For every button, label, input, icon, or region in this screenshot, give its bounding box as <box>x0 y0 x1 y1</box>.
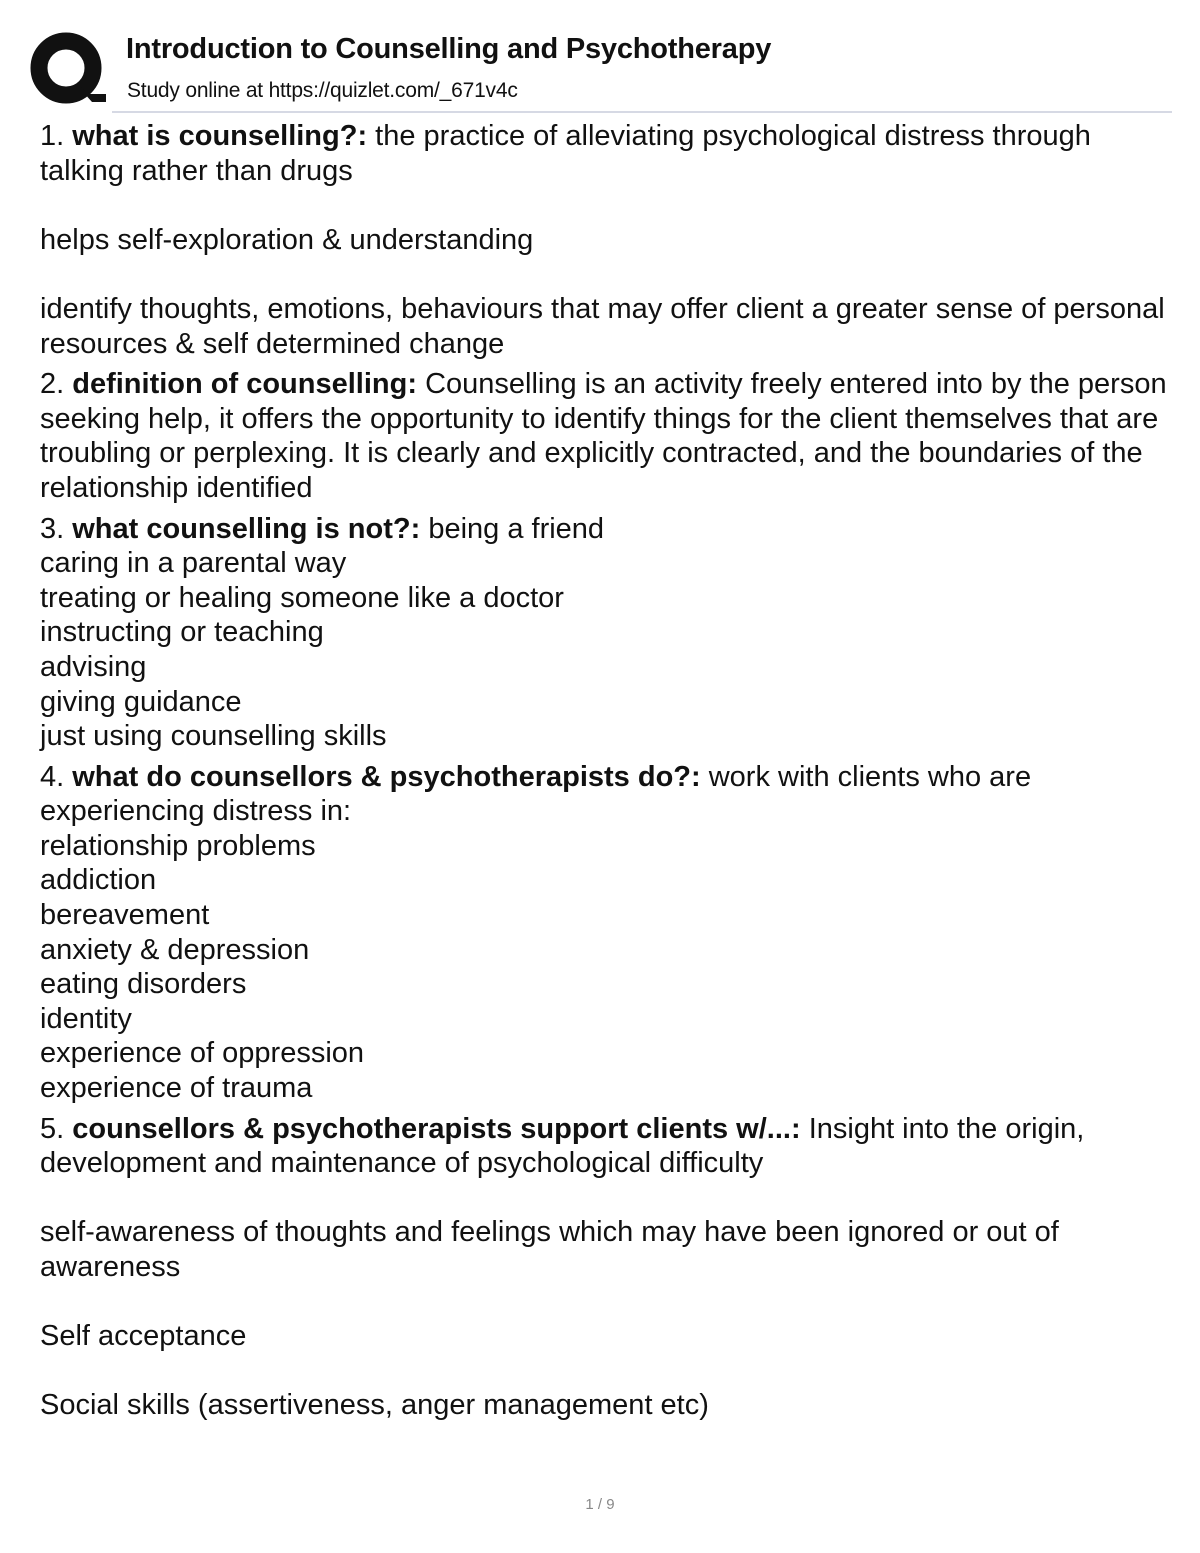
card-line: bereavement <box>40 899 210 932</box>
quizlet-q-logo-icon <box>30 32 106 106</box>
card-definition: Counselling is an activity freely entered into by the person seeking help, it offers the opportunity to identify things for the client themselves that are troubling or perplexing. It is clearly and explicitly contracted, and the boundaries of the relationship identified <box>40 368 1167 504</box>
card-term: counsellors & psychotherapists support clients w/...: <box>72 1112 801 1145</box>
card-line: caring in a parental way <box>40 547 347 580</box>
card-paragraph: Social skills (assertiveness, anger management etc) <box>40 1389 709 1422</box>
card-line: experience of oppression <box>40 1037 365 1070</box>
card-number: 2. <box>40 368 65 401</box>
card-definition: being a friend <box>428 512 605 545</box>
card-line: addiction <box>40 864 157 897</box>
card-line: relationship problems <box>40 829 316 862</box>
card-line: identity <box>40 1002 132 1035</box>
card-paragraph: Self acceptance <box>40 1320 247 1353</box>
flashcard-2-first-line <box>40 367 1175 505</box>
card-term: what counselling is not?: <box>72 512 421 545</box>
flashcard-3-first-line <box>40 512 1175 547</box>
card-paragraph: self-awareness of thoughts and feelings which may have been ignored or out of awareness <box>40 1216 1059 1283</box>
card-definition: the practice of alleviating psychological distress through talking rather than drugs <box>40 120 1091 187</box>
flashcard-3 <box>40 512 1175 754</box>
flashcard-2 <box>40 367 1175 505</box>
header-divider <box>112 111 1172 113</box>
card-line: experience of trauma <box>40 1072 313 1105</box>
card-number: 5. <box>40 1112 65 1145</box>
study-online-link-text: Study online at https://quizlet.com/_671v4c <box>127 79 518 102</box>
flashcard-1-first-line <box>40 119 1175 188</box>
card-definition: Insight into the origin, development and maintenance of psychological difficulty <box>40 1112 1085 1180</box>
card-line: anxiety & depression <box>40 933 310 966</box>
card-line: advising <box>40 650 147 683</box>
card-term: definition of counselling: <box>72 368 417 401</box>
card-line: instructing or teaching <box>40 616 324 649</box>
flashcard-5 <box>40 1112 1175 1423</box>
flashcard-4 <box>40 760 1175 1106</box>
card-term: what is counselling?: <box>72 120 368 152</box>
flashcard-5-first-line <box>40 1112 1175 1181</box>
card-definition: work with clients who are experiencing distress in: <box>40 760 1032 828</box>
card-line: just using counselling skills <box>40 720 387 753</box>
flashcard-4-first-line <box>40 760 1175 829</box>
card-line: giving guidance <box>40 685 242 718</box>
card-line: eating disorders <box>40 968 247 1001</box>
card-number: 4. <box>40 760 65 793</box>
page-number: 1 / 9 <box>585 1496 615 1513</box>
flashcard-1 <box>40 119 1175 361</box>
card-line: treating or healing someone like a doctor <box>40 581 564 614</box>
card-paragraph: identify thoughts, emotions, behaviours that may offer client a greater sense of personal resources & self determined change <box>40 292 1165 360</box>
document-title: Introduction to Counselling and Psychotherapy <box>126 33 772 65</box>
card-number: 3. <box>40 512 65 545</box>
card-number: 1. <box>40 120 65 152</box>
card-term: what do counsellors & psychotherapists do?: <box>72 760 701 793</box>
flashcard-list <box>40 119 1175 1429</box>
card-paragraph: helps self-exploration & understanding <box>40 223 534 256</box>
